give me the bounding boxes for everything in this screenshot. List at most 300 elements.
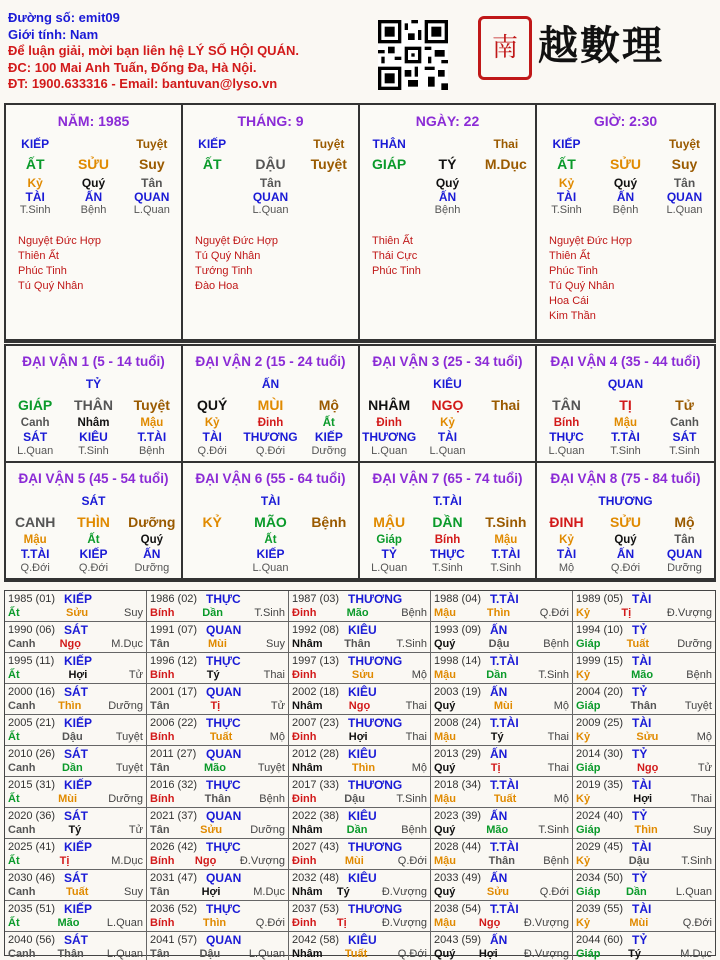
dai-van-stage-value: Dưỡng [311, 445, 347, 457]
year-detail [434, 699, 569, 713]
year-line [8, 840, 143, 854]
year-line [292, 592, 427, 606]
year-cell[interactable] [573, 777, 715, 808]
year-ten-god: KIẾP [64, 840, 93, 854]
year-detail [292, 730, 427, 744]
dai-van-hidden-god-value: T.TÀI [611, 430, 640, 444]
year-cell[interactable] [573, 839, 715, 870]
dai-van-hidden-god-value: ẤN [616, 547, 635, 561]
year-branch: Tị [59, 855, 70, 867]
phone-email-text[interactable]: ĐT: 1900.633316 - Email: bantuvan@lyso.vn [8, 76, 278, 91]
year-label: 2015 (31) [8, 779, 56, 791]
pillar-hidden-god-value: TÀI [25, 190, 45, 204]
year-label: 2026 (42) [150, 841, 198, 853]
year-stage: Dưỡng [108, 700, 143, 712]
year-branch: Ngọ [59, 638, 81, 650]
dai-van-hidden-god-value: TÀI [202, 430, 222, 444]
pillar-stage-value [183, 204, 241, 216]
year-detail [576, 761, 712, 775]
dai-van-cell[interactable] [6, 346, 183, 463]
year-label: 2037 (53) [292, 903, 340, 915]
dai-van-stage-value: Q.Đới [197, 445, 227, 457]
year-detail [150, 606, 285, 620]
year-stem: Giáp [576, 948, 601, 960]
year-cell[interactable] [5, 591, 147, 622]
year-line [150, 902, 285, 916]
dai-van-stem-branch-value: THÂN [74, 397, 113, 413]
year-line [576, 902, 712, 916]
qr-code-icon[interactable] [378, 20, 448, 90]
dai-van-cell[interactable] [183, 463, 360, 580]
dai-van-cell[interactable] [537, 346, 714, 463]
year-cell[interactable] [431, 746, 573, 777]
year-label: 2022 (38) [292, 810, 340, 822]
year-cell[interactable] [573, 622, 715, 653]
year-stage: Tử [697, 762, 712, 774]
pillar-stem-branch-value: ẤT [202, 156, 222, 172]
year-branch: Tý [336, 886, 350, 898]
year-detail [8, 668, 143, 682]
year-label: 2000 (16) [8, 686, 56, 698]
year-stem: Ất [8, 731, 20, 743]
pillar-hidden-stem [537, 176, 714, 190]
year-cell[interactable] [5, 684, 147, 715]
year-cell[interactable] [431, 653, 573, 684]
year-detail [576, 854, 712, 868]
year-cell[interactable] [5, 808, 147, 839]
dai-van-hidden-stem-value: Bính [553, 417, 580, 429]
year-line [576, 623, 712, 637]
year-stem: Bính [150, 607, 175, 619]
annual-luck-table [4, 590, 716, 960]
year-detail [150, 854, 285, 868]
year-cell[interactable] [289, 839, 431, 870]
pillar-cell [6, 105, 183, 341]
year-cell[interactable] [289, 808, 431, 839]
year-cell[interactable] [5, 839, 147, 870]
dai-van-stem-branch-value: Thai [491, 397, 521, 413]
year-label: 2018 (34) [434, 779, 482, 791]
star-item: Phúc Tinh [372, 265, 421, 277]
year-line [150, 592, 285, 606]
dai-van-cell[interactable] [183, 346, 360, 463]
year-stage: Bệnh [401, 824, 427, 836]
year-cell[interactable] [573, 901, 715, 932]
star-item: Tướng Tinh [195, 265, 253, 277]
pillar-stem-branch-value: TÝ [438, 156, 457, 172]
year-cell[interactable] [147, 839, 289, 870]
year-detail [8, 699, 143, 713]
dai-van-hidden-stem [537, 417, 714, 429]
year-detail [8, 730, 143, 744]
year-cell[interactable] [289, 901, 431, 932]
year-line [8, 871, 143, 885]
pillar-stage-value: L.Quan [666, 204, 703, 216]
year-cell[interactable] [431, 591, 573, 622]
year-detail [434, 885, 569, 899]
year-stage: Mộ [411, 669, 427, 681]
dai-van-cell[interactable] [537, 463, 714, 580]
year-branch: Dậu [344, 793, 365, 805]
year-line [150, 871, 285, 885]
pillar-hidden-stem-value: Tân [141, 176, 163, 190]
year-ten-god: QUAN [206, 871, 242, 885]
year-stem: Mậu [434, 855, 456, 867]
gender-label: Giới tính: [8, 26, 67, 42]
year-stage: Q.Đới [397, 948, 427, 960]
year-branch: Mùi [208, 638, 227, 650]
year-cell[interactable] [147, 777, 289, 808]
year-detail [292, 761, 427, 775]
year-branch: Tý [490, 731, 504, 743]
year-ten-god: SÁT [64, 809, 88, 823]
year-ten-god: THƯƠNG [348, 654, 403, 668]
year-stem: Kỷ [576, 607, 591, 619]
year-stage: Tuyệt [257, 762, 285, 774]
year-branch: Mão [631, 669, 654, 681]
dai-van-hidden-stem-value: Ất [264, 534, 277, 546]
year-line [576, 716, 712, 730]
dai-van-ten-god: ẤN [261, 377, 280, 391]
contact-text: Để luận giải, mời bạn liên hệ LÝ SỐ HỘI QUÁN. [8, 43, 299, 58]
year-line [292, 747, 427, 761]
year-stem: Mậu [434, 731, 456, 743]
four-pillars-grid [4, 103, 716, 343]
dai-van-stem-branch-value: Tử [675, 397, 694, 413]
year-label: 2032 (48) [292, 872, 340, 884]
year-detail [292, 947, 427, 960]
pillar-stage [360, 204, 535, 216]
year-ten-god: T.TÀI [490, 778, 519, 792]
year-cell[interactable] [289, 777, 431, 808]
dai-van-hidden-stem-value [300, 534, 358, 546]
year-cell[interactable] [431, 777, 573, 808]
dai-van-cell[interactable] [360, 346, 537, 463]
year-branch: Thân [204, 793, 231, 805]
pillar-stem-branch-value: SỬU [77, 156, 110, 172]
year-label: 1986 (02) [150, 593, 198, 605]
pillar-stem-branch-value: Suy [671, 156, 698, 172]
year-stage: Đ.Vượng [523, 917, 569, 929]
dai-van-stem-branch [6, 514, 181, 530]
year-line [292, 809, 427, 823]
dai-van-title: ĐẠI VẬN 7 (65 - 74 tuổi) [372, 471, 523, 486]
year-ten-god: ẤN [490, 685, 508, 699]
year-branch: Tý [206, 669, 220, 681]
year-ten-god: THƯƠNG [348, 902, 403, 916]
year-stage: Thai [405, 731, 427, 743]
pillar-stem-branch-value: SỬU [609, 156, 642, 172]
year-stem: Nhâm [292, 638, 323, 650]
year-ten-god: TÀI [632, 654, 652, 668]
year-cell[interactable] [5, 746, 147, 777]
year-cell[interactable] [431, 715, 573, 746]
dai-van-hidden-stem [360, 417, 535, 429]
year-cell[interactable] [147, 808, 289, 839]
dai-van-title: ĐẠI VẬN 3 (25 - 34 tuổi) [372, 354, 523, 369]
year-label: 1999 (15) [576, 655, 624, 667]
year-cell[interactable] [573, 653, 715, 684]
year-stem: Tân [150, 824, 170, 836]
dai-van-stage-value: Q.Đới [610, 562, 641, 574]
pillar-hidden-god [183, 190, 358, 204]
pillar-hidden-god-value [183, 190, 241, 204]
dai-van-hidden-god-value: TÀI [437, 430, 458, 444]
year-stem: Nhâm [292, 762, 323, 774]
year-stem: Tân [150, 886, 170, 898]
year-label: 1997 (13) [292, 655, 340, 667]
year-stem: Quý [434, 948, 456, 960]
dai-van-title: ĐẠI VẬN 4 (35 - 44 tuổi) [550, 354, 701, 369]
year-cell[interactable] [289, 684, 431, 715]
pillar-hidden-stem-value [360, 176, 418, 190]
pillar-stem-branch-value: M.Dục [484, 156, 527, 172]
pillar-stage-value: Bệnh [434, 204, 461, 216]
profile-info [8, 10, 299, 93]
star-item: Thiên Ất [372, 235, 413, 247]
dai-van-stage-value [300, 562, 358, 574]
year-detail [8, 637, 143, 651]
year-detail [434, 792, 569, 806]
year-cell[interactable] [289, 622, 431, 653]
year-detail [434, 606, 569, 620]
year-cell[interactable] [5, 653, 147, 684]
year-cell[interactable] [573, 932, 715, 960]
pillar-stem-branch [183, 156, 358, 172]
year-detail [150, 947, 285, 960]
pillar-hidden-stem-value: Quý [435, 176, 460, 190]
header [0, 0, 720, 100]
year-stem: Tân [150, 700, 170, 712]
year-ten-god: THỰC [206, 778, 241, 792]
year-detail [576, 606, 712, 620]
pillar-stars [549, 234, 714, 324]
year-label: 2036 (52) [150, 903, 198, 915]
pillar-stage-value: Bệnh [80, 204, 107, 216]
star-item: Hoa Cái [549, 295, 589, 307]
year-cell[interactable] [5, 777, 147, 808]
year-cell[interactable] [147, 746, 289, 777]
year-stage: Suy [693, 824, 712, 836]
year-detail [434, 854, 569, 868]
year-ten-god: SÁT [64, 747, 88, 761]
year-detail [292, 916, 427, 930]
dai-van-hidden-god-value: THỰC [430, 547, 465, 561]
year-cell[interactable] [5, 715, 147, 746]
year-cell[interactable] [147, 622, 289, 653]
pillar-stage-value: T.Sinh [551, 204, 582, 216]
dai-van-stem-branch [537, 514, 714, 530]
year-stage: Tử [128, 824, 143, 836]
dai-van-hidden-stem [537, 534, 714, 546]
year-stem: Kỷ [576, 855, 591, 867]
year-ten-god: TÀI [632, 592, 652, 606]
year-ten-god: THỰC [206, 902, 241, 916]
year-ten-god: QUAN [206, 809, 242, 823]
year-detail [292, 792, 427, 806]
year-detail [150, 916, 285, 930]
pillar-stage-value: L.Quan [252, 204, 289, 216]
year-cell[interactable] [431, 870, 573, 901]
dai-van-stage-value: L.Quan [252, 562, 289, 574]
pillar-stem-branch-value: ẤT [25, 156, 45, 172]
year-label: 1993 (09) [434, 624, 482, 636]
year-stage: Dưỡng [250, 824, 285, 836]
year-ten-god: TỶ [632, 933, 648, 947]
year-ten-god: ẤN [490, 623, 508, 637]
year-cell[interactable] [5, 932, 147, 960]
year-cell[interactable] [5, 870, 147, 901]
year-cell[interactable] [431, 839, 573, 870]
year-cell[interactable] [147, 715, 289, 746]
year-ten-god: ẤN [490, 871, 508, 885]
pillar-hidden-stem-value [477, 176, 535, 190]
pillar-ten-god-value [596, 137, 655, 151]
pillar-hidden-stem [360, 176, 535, 190]
year-ten-god: THỰC [206, 592, 241, 606]
year-stage: L.Quan [675, 886, 712, 898]
year-cell[interactable] [289, 870, 431, 901]
dai-van-stage [6, 445, 181, 457]
year-cell[interactable] [573, 684, 715, 715]
year-ten-god: KIÊU [348, 623, 377, 637]
dai-van-hidden-stem-value: Quý [140, 534, 163, 546]
year-cell[interactable] [5, 622, 147, 653]
year-line [8, 747, 143, 761]
dai-van-stem-branch-value: DẦN [432, 514, 463, 530]
year-branch: Ngọ [194, 855, 217, 867]
pillar-hidden-stem [183, 176, 358, 190]
year-label: 2016 (32) [150, 779, 198, 791]
pillar-hidden-god-value: TÀI [556, 190, 577, 204]
star-item: Kim Thần [549, 310, 596, 322]
dai-van-hidden-god-value [477, 430, 535, 444]
year-cell[interactable] [289, 932, 431, 960]
year-cell[interactable] [431, 808, 573, 839]
year-cell[interactable] [431, 932, 573, 960]
year-cell[interactable] [431, 684, 573, 715]
year-cell[interactable] [289, 715, 431, 746]
dai-van-hidden-stem-value [183, 534, 241, 546]
pillar-ten-god [360, 137, 535, 151]
pillar-stem-branch [537, 156, 714, 172]
year-cell[interactable] [573, 715, 715, 746]
dai-van-hidden-god-value: KIẾP [314, 430, 343, 444]
year-cell[interactable] [5, 901, 147, 932]
year-cell[interactable] [147, 932, 289, 960]
year-cell[interactable] [147, 684, 289, 715]
pillar-hidden-stem-value: Quý [81, 176, 106, 190]
pillar-hidden-god [6, 190, 181, 204]
year-cell[interactable] [573, 808, 715, 839]
year-cell[interactable] [289, 653, 431, 684]
year-branch: Dần [486, 669, 507, 681]
year-detail [150, 885, 285, 899]
pillar-stem-branch-value: GIÁP [372, 156, 407, 172]
year-cell[interactable] [289, 746, 431, 777]
star-item: Nguyệt Đức Hợp [549, 235, 633, 247]
pillar-ten-god-value: Tuyệt [136, 137, 168, 151]
year-stage: Đ.Vượng [666, 607, 712, 619]
dai-van-hidden-god-value: KIẾP [79, 547, 108, 561]
dai-van-hidden-stem [183, 534, 358, 546]
dai-van-hidden-stem-value: Mậu [494, 534, 518, 546]
year-stem: Quý [434, 762, 456, 774]
year-cell[interactable] [147, 591, 289, 622]
dai-van-hidden-stem-value: Quý [614, 534, 637, 546]
star-item: Tú Quý Nhân [18, 280, 84, 292]
year-cell[interactable] [431, 901, 573, 932]
year-ten-god: KIÊU [348, 685, 377, 699]
year-branch: Mão [486, 824, 509, 836]
year-detail [576, 916, 712, 930]
dai-van-cell[interactable] [6, 463, 183, 580]
year-stage: Tử [270, 700, 285, 712]
year-cell[interactable] [147, 653, 289, 684]
year-branch: Thìn [58, 700, 82, 712]
year-stage: Đ.Vượng [523, 948, 569, 960]
year-detail [150, 730, 285, 744]
year-detail [8, 792, 143, 806]
dai-van-hidden-god-value: THỰC [549, 430, 584, 444]
year-stem: Ất [8, 669, 20, 681]
year-stage: Tử [128, 669, 143, 681]
dai-van-hidden-god-value [300, 547, 358, 561]
year-detail [576, 730, 712, 744]
year-label: 2033 (49) [434, 872, 482, 884]
dai-van-title: ĐẠI VẬN 1 (5 - 14 tuổi) [22, 354, 165, 369]
year-stem: Canh [8, 886, 36, 898]
dai-van-hidden-god [183, 547, 358, 561]
year-branch: Tuất [626, 638, 650, 650]
year-cell[interactable] [573, 746, 715, 777]
pillar-stars [195, 234, 358, 294]
year-cell[interactable] [147, 870, 289, 901]
dai-van-cell[interactable] [360, 463, 537, 580]
year-line [8, 716, 143, 730]
year-stem: Tân [150, 948, 170, 960]
year-branch: Tị [210, 700, 221, 712]
year-cell[interactable] [289, 591, 431, 622]
year-cell[interactable] [573, 591, 715, 622]
year-label: 2043 (59) [434, 934, 482, 946]
year-line [150, 778, 285, 792]
star-item: Nguyệt Đức Hợp [195, 235, 279, 247]
year-label: 2035 (51) [8, 903, 56, 915]
pillar-stage [183, 204, 358, 216]
year-label: 2020 (36) [8, 810, 56, 822]
year-line [576, 747, 712, 761]
year-cell[interactable] [147, 901, 289, 932]
year-stage: Tuyệt [115, 731, 143, 743]
star-item: Thiên Ất [18, 250, 59, 262]
year-ten-god: KIÊU [348, 871, 377, 885]
star-item: Phúc Tinh [18, 265, 67, 277]
dai-van-hidden-god-value [183, 547, 241, 561]
star-item: Phúc Tinh [549, 265, 598, 277]
year-stage: Mộ [696, 731, 712, 743]
year-label: 2029 (45) [576, 841, 624, 853]
dai-van-stage-value: T.Sinh [669, 445, 700, 457]
year-cell[interactable] [431, 622, 573, 653]
year-line [434, 592, 569, 606]
year-cell[interactable] [573, 870, 715, 901]
year-stem: Giáp [576, 700, 601, 712]
year-stage: Thai [547, 731, 569, 743]
year-branch: Hợi [633, 793, 653, 805]
dai-van-title: ĐẠI VẬN 6 (55 - 64 tuổi) [195, 471, 346, 486]
year-stage: T.Sinh [681, 855, 712, 867]
